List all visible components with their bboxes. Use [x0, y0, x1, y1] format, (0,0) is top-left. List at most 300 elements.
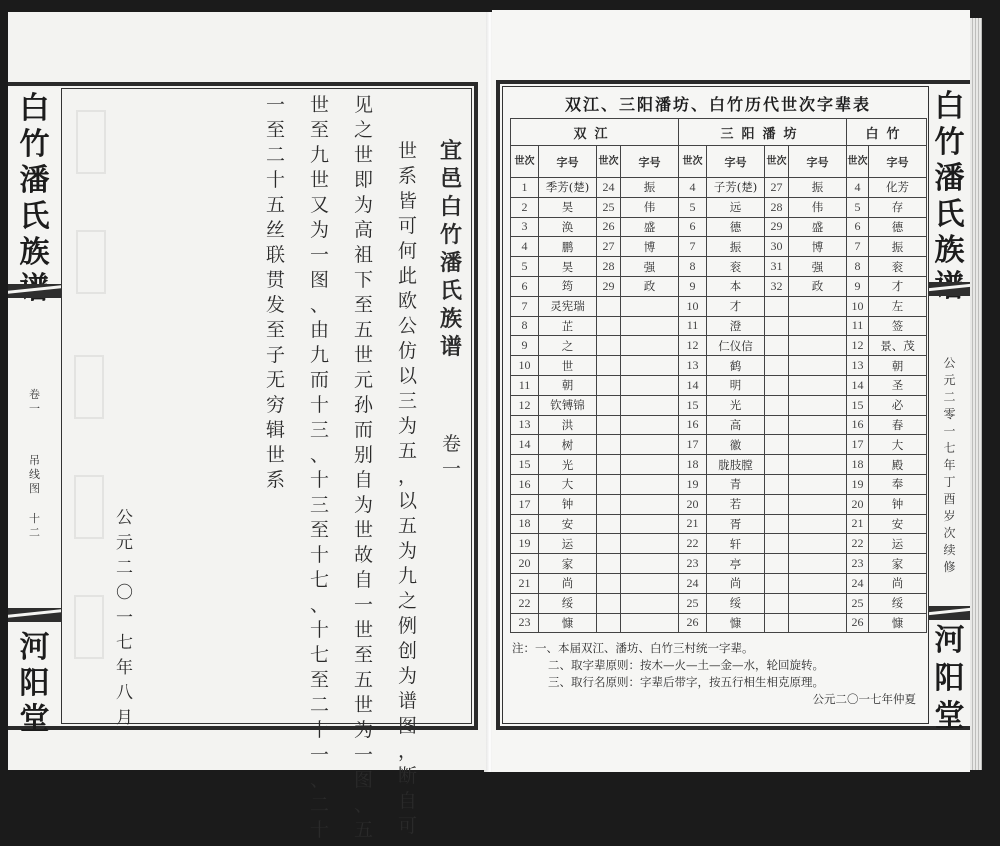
vertical-char: 酉: [943, 492, 956, 506]
generation-name-cell: [789, 435, 847, 455]
vertical-char: 十: [310, 719, 330, 741]
generation-number-cell: [597, 455, 621, 475]
vertical-char: 十: [310, 469, 330, 491]
generation-number-cell: 4: [679, 178, 707, 198]
generation-number-cell: [765, 316, 789, 336]
generation-name-cell: 大: [869, 435, 927, 455]
table-row: [511, 573, 927, 593]
generation-name-cell: [621, 573, 679, 593]
generation-number-cell: 22: [511, 593, 539, 613]
vertical-char: 见: [354, 94, 374, 116]
vertical-char: 潘: [19, 163, 50, 198]
vertical-char: 一: [354, 744, 374, 766]
generation-number-cell: [597, 613, 621, 633]
generation-name-cell: 季芳(楚): [539, 178, 597, 198]
generation-name-cell: 高: [707, 415, 765, 435]
generation-number-cell: [597, 593, 621, 613]
vertical-char: 此: [398, 265, 418, 287]
spine-hall-name: [8, 630, 61, 737]
generation-number-cell: 5: [511, 257, 539, 277]
vertical-char: 邑: [440, 166, 463, 192]
column-header-name: 字号: [539, 146, 597, 178]
generation-number-cell: [765, 534, 789, 554]
vertical-char: 卷: [29, 388, 40, 401]
generation-name-cell: [621, 494, 679, 514]
vertical-char: 十: [310, 819, 330, 841]
generation-name-cell: 盛: [621, 217, 679, 237]
generation-number-cell: [597, 336, 621, 356]
generation-name-cell: [621, 455, 679, 475]
spine-book-title: [929, 89, 970, 302]
generation-number-cell: 17: [847, 435, 869, 455]
generation-name-cell: 奉: [869, 474, 927, 494]
generation-name-cell: 振: [789, 178, 847, 198]
generation-name-cell: [789, 554, 847, 574]
vertical-char: 二: [310, 694, 330, 716]
vertical-char: 七: [310, 644, 330, 666]
generation-name-cell: 子芳(楚): [707, 178, 765, 198]
generation-name-cell: 衮: [869, 257, 927, 277]
generation-name-cell: [621, 554, 679, 574]
generation-number-cell: [765, 375, 789, 395]
generation-number-cell: 26: [679, 613, 707, 633]
vertical-char: 至: [310, 519, 330, 541]
table-notes: [512, 640, 926, 708]
vertical-char: 下: [354, 269, 374, 291]
generation-number-cell: 15: [679, 395, 707, 415]
generation-name-cell: 政: [621, 276, 679, 296]
generation-name-cell: [789, 514, 847, 534]
generation-number-cell: [597, 356, 621, 376]
vertical-char: 二: [266, 144, 286, 166]
generation-name-cell: [621, 435, 679, 455]
generation-name-cell: 大: [539, 474, 597, 494]
generation-name-cell: 钦镈锦: [539, 395, 597, 415]
vertical-char: 谱: [440, 334, 463, 360]
generation-number-cell: 12: [679, 336, 707, 356]
generation-number-cell: 29: [765, 217, 789, 237]
generation-number-cell: 32: [765, 276, 789, 296]
vertical-char: 例: [398, 615, 418, 637]
generation-number-cell: [765, 613, 789, 633]
vertical-char: 五: [266, 194, 286, 216]
vertical-char: 系: [266, 469, 286, 491]
generation-number-cell: 8: [847, 257, 869, 277]
generation-number-cell: 23: [511, 613, 539, 633]
generation-number-cell: 23: [847, 554, 869, 574]
generation-name-cell: 鹤: [707, 356, 765, 376]
vertical-char: 潘: [934, 161, 965, 196]
vertical-char: 图: [310, 269, 330, 291]
table-row: [511, 197, 927, 217]
vertical-char: 七: [116, 633, 133, 653]
vertical-char: 修: [943, 560, 956, 574]
spine-section: [8, 454, 61, 496]
generation-number-cell: 11: [847, 316, 869, 336]
generation-number-cell: [597, 415, 621, 435]
vertical-char: 竹: [934, 125, 965, 160]
generation-number-cell: 10: [511, 356, 539, 376]
vertical-char: 即: [354, 169, 374, 191]
preface-column-1: [398, 142, 417, 842]
note-line-2: 二、取字辈原则：按木—火—土—金—水，轮回旋转。: [548, 658, 824, 672]
generation-number-cell: 8: [511, 316, 539, 336]
vertical-char: 二: [116, 558, 133, 578]
generation-name-cell: [789, 534, 847, 554]
right-page: [492, 10, 970, 772]
generation-number-cell: [765, 573, 789, 593]
vertical-char: 丝: [266, 219, 286, 241]
vertical-char: 竹: [19, 127, 50, 162]
generation-name-cell: 绥: [707, 593, 765, 613]
vertical-char: 竹: [440, 222, 463, 248]
generation-number-cell: 23: [679, 554, 707, 574]
vertical-char: 又: [310, 194, 330, 216]
generation-name-cell: 化芳: [869, 178, 927, 198]
table-row: [511, 178, 927, 198]
generation-names-table: [510, 118, 927, 633]
vertical-char: 世: [310, 94, 330, 116]
generation-number-cell: [765, 415, 789, 435]
generation-name-cell: 运: [539, 534, 597, 554]
vertical-char: 河: [934, 623, 965, 658]
generation-number-cell: 18: [847, 455, 869, 475]
spine-hall-name: [929, 623, 970, 734]
table-group-header: 三阳潘坊: [679, 119, 847, 146]
vertical-char: 次: [943, 526, 956, 540]
generation-number-cell: [765, 494, 789, 514]
vertical-char: 、: [310, 769, 330, 791]
vertical-char: 而: [354, 419, 374, 441]
generation-number-cell: [597, 474, 621, 494]
generation-name-cell: 必: [869, 395, 927, 415]
table-row: [511, 395, 927, 415]
table-group-header: 双江: [511, 119, 679, 146]
generation-name-cell: 钟: [869, 494, 927, 514]
vertical-char: 堂: [934, 699, 965, 734]
generation-name-cell: [621, 375, 679, 395]
generation-number-cell: 30: [765, 237, 789, 257]
vertical-char: 由: [310, 319, 330, 341]
vertical-char: 为: [354, 719, 374, 741]
column-header-name: 字号: [621, 146, 679, 178]
table-group-header-row: [511, 119, 927, 146]
vertical-char: 图: [398, 715, 418, 737]
vertical-char: ，: [398, 465, 418, 487]
table-row: [511, 554, 927, 574]
vertical-char: 之: [354, 119, 374, 141]
vertical-char: 一: [442, 458, 462, 480]
generation-number-cell: 27: [765, 178, 789, 198]
generation-name-cell: 签: [869, 316, 927, 336]
vertical-char: 辑: [266, 419, 286, 441]
vertical-char: 自: [398, 790, 418, 812]
generation-name-cell: 徽: [707, 435, 765, 455]
generation-number-cell: [597, 375, 621, 395]
generation-number-cell: 12: [511, 395, 539, 415]
generation-name-cell: 昊: [539, 257, 597, 277]
generation-number-cell: 16: [679, 415, 707, 435]
generation-name-cell: [621, 336, 679, 356]
vertical-char: 世: [266, 444, 286, 466]
vertical-char: 祖: [354, 244, 374, 266]
spine-volume: [8, 388, 61, 416]
table-row: [511, 474, 927, 494]
table-row: [511, 593, 927, 613]
table-body: [511, 178, 927, 633]
vertical-char: 高: [354, 219, 374, 241]
generation-name-cell: 才: [707, 296, 765, 316]
vertical-char: 三: [310, 494, 330, 516]
fish-tail-ornament: [929, 282, 970, 296]
generation-name-cell: 明: [707, 375, 765, 395]
generation-number-cell: 7: [679, 237, 707, 257]
bleed-through-mark: [74, 595, 104, 659]
table-row: [511, 534, 927, 554]
vertical-char: 元: [116, 533, 133, 553]
vertical-char: 一: [354, 594, 374, 616]
generation-number-cell: 28: [597, 257, 621, 277]
preface-column-4: [266, 96, 285, 496]
generation-name-cell: [621, 415, 679, 435]
bleed-through-mark: [76, 230, 106, 294]
generation-number-cell: 1: [511, 178, 539, 198]
generation-name-cell: 本: [707, 276, 765, 296]
vertical-char: 氏: [934, 197, 965, 232]
left-spine-strip: [8, 88, 62, 737]
column-header-name: 字号: [789, 146, 847, 178]
generation-number-cell: 4: [511, 237, 539, 257]
generation-number-cell: 19: [679, 474, 707, 494]
vertical-char: 至: [266, 319, 286, 341]
generation-name-cell: 景、茂: [869, 336, 927, 356]
generation-name-cell: [789, 613, 847, 633]
vertical-char: 三: [398, 390, 418, 412]
vertical-char: 为: [398, 415, 418, 437]
vertical-char: ，: [398, 740, 418, 762]
generation-name-cell: 胧肢膛: [707, 455, 765, 475]
generation-name-cell: 家: [869, 554, 927, 574]
vertical-char: 图: [354, 769, 374, 791]
vertical-char: 至: [354, 644, 374, 666]
table-row: [511, 276, 927, 296]
vertical-char: 谱: [398, 690, 418, 712]
vertical-char: 二: [29, 526, 40, 539]
generation-name-cell: [789, 356, 847, 376]
vertical-char: 白: [19, 91, 50, 126]
generation-name-cell: 存: [869, 197, 927, 217]
generation-name-cell: 家: [539, 554, 597, 574]
vertical-char: 、: [310, 594, 330, 616]
generation-name-cell: [789, 573, 847, 593]
generation-number-cell: 27: [597, 237, 621, 257]
generation-name-cell: 尚: [869, 573, 927, 593]
vertical-char: 为: [398, 540, 418, 562]
vertical-char: 世: [354, 344, 374, 366]
table-row: [511, 356, 927, 376]
generation-name-cell: 澄: [707, 316, 765, 336]
vertical-char: 可: [398, 815, 418, 837]
generation-number-cell: 20: [511, 554, 539, 574]
generation-name-cell: 光: [539, 455, 597, 475]
generation-number-cell: [597, 296, 621, 316]
generation-name-cell: [789, 474, 847, 494]
vertical-char: 白: [440, 194, 463, 220]
generation-number-cell: 11: [679, 316, 707, 336]
vertical-char: 一: [29, 402, 40, 415]
bleed-through-mark: [74, 475, 104, 539]
generation-name-cell: 强: [789, 257, 847, 277]
vertical-char: 续: [943, 543, 956, 557]
generation-number-cell: 19: [847, 474, 869, 494]
vertical-char: 、: [310, 294, 330, 316]
vertical-char: 而: [310, 369, 330, 391]
vertical-char: 一: [266, 94, 286, 116]
generation-number-cell: 26: [847, 613, 869, 633]
generation-name-cell: 博: [789, 237, 847, 257]
generation-name-cell: [621, 593, 679, 613]
vertical-char: 十: [266, 169, 286, 191]
generation-name-cell: 伟: [621, 197, 679, 217]
vertical-char: 故: [354, 544, 374, 566]
vertical-char: 为: [354, 194, 374, 216]
generation-number-cell: 16: [847, 415, 869, 435]
generation-number-cell: 24: [597, 178, 621, 198]
vertical-char: 世: [354, 619, 374, 641]
generation-number-cell: 26: [597, 217, 621, 237]
table-row: [511, 613, 927, 633]
vertical-char: 世: [398, 140, 418, 162]
column-header-generation: 世次: [679, 146, 707, 178]
vertical-char: 岁: [943, 509, 956, 523]
vertical-char: 联: [266, 244, 286, 266]
vertical-char: 世: [310, 169, 330, 191]
vertical-char: 族: [440, 306, 463, 332]
generation-name-cell: [789, 336, 847, 356]
generation-number-cell: 10: [679, 296, 707, 316]
vertical-char: 零: [943, 407, 956, 421]
note-line-1: 注：一、本届双江、潘坊、白竹三村统一字辈。: [512, 641, 754, 655]
spine-book-title: [8, 91, 61, 304]
generation-name-cell: [789, 494, 847, 514]
generation-number-cell: 12: [847, 336, 869, 356]
vertical-char: 阳: [19, 666, 50, 701]
vertical-char: 潘: [440, 250, 463, 276]
table-row: [511, 336, 927, 356]
vertical-char: 元: [354, 369, 374, 391]
vertical-char: 公: [943, 356, 956, 370]
vertical-char: 五: [398, 515, 418, 537]
vertical-char: 〇: [116, 583, 133, 603]
generation-name-cell: [621, 613, 679, 633]
vertical-char: 图: [29, 482, 40, 495]
generation-name-cell: 衮: [707, 257, 765, 277]
generation-name-cell: [789, 316, 847, 336]
spine-page-number: [8, 512, 61, 540]
vertical-char: 白: [934, 89, 965, 124]
column-header-name: 字号: [869, 146, 927, 178]
vertical-char: 九: [310, 144, 330, 166]
generation-number-cell: 9: [847, 276, 869, 296]
spine-edition-note: [929, 356, 970, 574]
note-date: 公元二〇一七年仲夏: [812, 692, 916, 706]
vertical-char: 公: [116, 508, 133, 528]
vertical-char: 欧: [398, 290, 418, 312]
table-row: [511, 217, 927, 237]
column-header-name: 字号: [707, 146, 765, 178]
generation-name-cell: 筠: [539, 276, 597, 296]
generation-name-cell: [789, 593, 847, 613]
generation-number-cell: 15: [847, 395, 869, 415]
page-stack-edge: [970, 18, 982, 770]
vertical-char: 子: [266, 344, 286, 366]
generation-number-cell: 21: [511, 573, 539, 593]
generation-number-cell: 29: [597, 276, 621, 296]
generation-number-cell: 18: [511, 514, 539, 534]
generation-number-cell: [765, 514, 789, 534]
generation-name-cell: 振: [869, 237, 927, 257]
fish-tail-ornament: [929, 606, 970, 620]
vertical-char: 阳: [934, 661, 965, 696]
generation-name-cell: [621, 395, 679, 415]
generation-number-cell: 6: [511, 276, 539, 296]
generation-number-cell: [597, 435, 621, 455]
vertical-char: 一: [310, 244, 330, 266]
table-title: 双江、三阳潘坊、白竹历代世次字辈表: [564, 95, 871, 114]
vertical-char: 、: [354, 794, 374, 816]
volume-label: [442, 435, 461, 485]
generation-number-cell: 21: [847, 514, 869, 534]
generation-number-cell: 7: [511, 296, 539, 316]
vertical-char: 贯: [266, 269, 286, 291]
vertical-char: 七: [943, 441, 956, 455]
vertical-char: 世: [354, 519, 374, 541]
generation-number-cell: 14: [847, 375, 869, 395]
vertical-char: 为: [310, 219, 330, 241]
generation-name-cell: 尚: [539, 573, 597, 593]
generation-name-cell: 博: [621, 237, 679, 257]
generation-number-cell: 6: [679, 217, 707, 237]
generation-number-cell: [765, 435, 789, 455]
generation-number-cell: 25: [679, 593, 707, 613]
generation-number-cell: 5: [679, 197, 707, 217]
vertical-char: 断: [398, 765, 418, 787]
vertical-char: 自: [354, 569, 374, 591]
left-page: [8, 12, 486, 841]
generation-name-cell: [789, 415, 847, 435]
generation-number-cell: [597, 554, 621, 574]
generation-name-cell: 政: [789, 276, 847, 296]
table-row: [511, 514, 927, 534]
generation-name-cell: 世: [539, 356, 597, 376]
table-row: [511, 435, 927, 455]
vertical-char: 至: [310, 119, 330, 141]
generation-number-cell: 14: [511, 435, 539, 455]
generation-name-cell: 盛: [789, 217, 847, 237]
generation-name-cell: 绥: [869, 593, 927, 613]
column-header-generation: 世次: [765, 146, 789, 178]
vertical-char: 河: [19, 630, 50, 665]
vertical-char: 丁: [943, 475, 956, 489]
generation-name-cell: 仁仪信: [707, 336, 765, 356]
generation-number-cell: [597, 573, 621, 593]
generation-name-cell: 光: [707, 395, 765, 415]
vertical-char: 卷: [442, 433, 462, 455]
generation-number-cell: [765, 356, 789, 376]
generation-number-cell: 16: [511, 474, 539, 494]
vertical-char: 十: [310, 544, 330, 566]
vertical-char: 之: [398, 590, 418, 612]
